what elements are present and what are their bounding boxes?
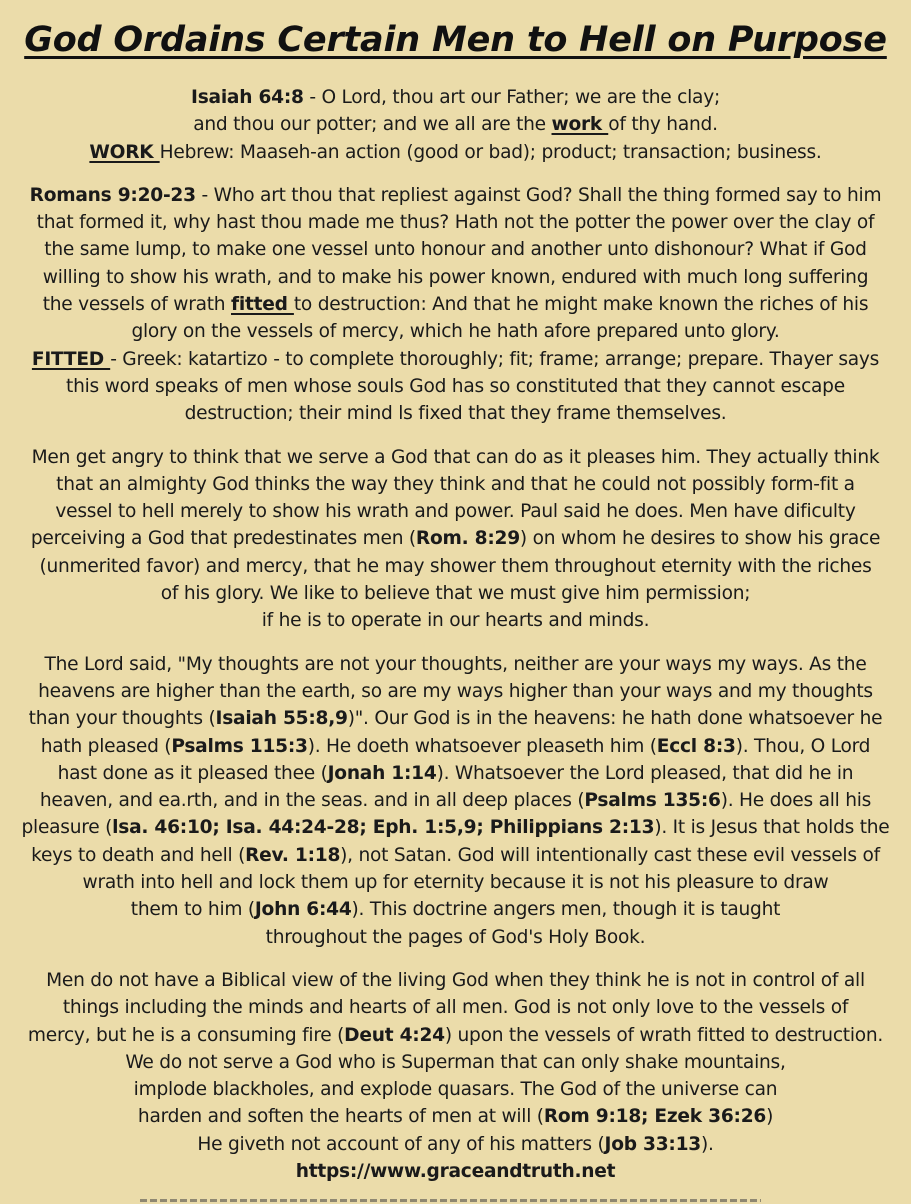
text-line: destruction; their mind ls fixed that they frame themselves. (184, 403, 727, 425)
text-line: this word speaks of men whose souls God has so constituted that they cannot escape (66, 375, 845, 397)
scripture-ref: Isaiah 64:8 (191, 87, 304, 108)
paragraph-men-angry (18, 444, 893, 635)
scripture-ref: Romans 9:20-23 (29, 184, 196, 206)
text-line: pleasure (lsa. 46:10; Isa. 44:24-28; Eph. 1:5,9; Philippians 2:13). It is Jesus that holds the (21, 817, 890, 839)
text-line: The Lord said, "My thoughts are not your thoughts, neither are your ways my ways. As the (44, 653, 867, 675)
text-line: of his glory. We like to believe that we must give him permission; (160, 583, 751, 605)
text-line: heavens are higher than the earth, so are my ways higher than your ways and my thoughts (38, 680, 873, 702)
scripture-ref: Rom. 8:29 (415, 528, 520, 550)
text-line: We do not serve a God who is Superman that can only shake mountains, (125, 1051, 786, 1073)
text-line: the same lump, to make one vessel unto honour and another unto dishonour? What if God (44, 239, 867, 261)
scripture-ref: Psalms 135:6 (584, 790, 721, 812)
text-line: them to him (John 6:44). This doctrine angers men, though it is taught (130, 899, 781, 921)
keyword-fitted: fitted (231, 294, 294, 316)
text-line: harden and soften the hearts of men at will (Rom 9:18; Ezek 36:26) (137, 1106, 774, 1128)
text-line: the vessels of wrath fitted to destruction: And that he might make known the riches of his (42, 294, 869, 316)
text-line: heaven, and ea.rth, and in the seas. and in all deep places (Psalms 135:6). He does all his (39, 790, 872, 812)
keyword-heading-work: WORK (89, 141, 160, 163)
text-line: implode blackholes, and explode quasars. The God of the universe can (133, 1079, 778, 1101)
text-line: keys to death and hell (Rev. 1:18), not Satan. God will intentionally cast these evil vessels of (31, 844, 880, 866)
paragraph-isaiah (18, 84, 893, 166)
scripture-ref: John 6:44 (254, 899, 352, 921)
text-line: wrath into hell and lock them up for eternity because it is not his pleasure to draw (82, 872, 829, 894)
text-line: things including the minds and hearts of all men. God is not only love to the vessels of (62, 997, 849, 1019)
keyword-heading-fitted: FITTED (31, 348, 111, 370)
scripture-ref: Job 33:13 (604, 1133, 701, 1155)
text-line: hath pleased (Psalms 115:3). He doeth whatsoever pleaseth him (Eccl 8:3). Thou, O Lord (40, 735, 871, 757)
scripture-ref: Psalms 115:3 (171, 735, 308, 757)
text-line: if he is to operate in our hearts and minds. (261, 610, 650, 632)
text-line: willing to show his wrath, and to make his power known, endured with much long suffering (42, 266, 869, 288)
text-line: and thou our potter; and we all are the work of thy hand. (193, 114, 718, 136)
text-line: FITTED - Greek: katartizo - to complete thoroughly; fit; frame; arrange; prepare. Thayer says (31, 348, 880, 370)
scripture-ref: Isaiah 55:8,9 (215, 708, 348, 730)
text-line: that an almighty God thinks the way they think and that he could not possibly form-fit a (56, 473, 855, 495)
text-line: than your thoughts (Isaiah 55:8,9)". Our God is in the heavens: he hath done whatsoever he (28, 708, 883, 730)
text-line: mercy, but he is a consuming fire (Deut 4:24) upon the vessels of wrath fitted to destruction. (27, 1024, 884, 1046)
paragraph-lord-said (18, 651, 893, 951)
text-line: (unmerited favor) and mercy, that he may shower them throughout eternity with the riches (39, 555, 872, 577)
text-line: Isaiah 64:8 - O Lord, thou art our Father; we are the clay; (191, 87, 720, 108)
text-line: He giveth not account of any of his matters (Job 33:13). (197, 1133, 714, 1155)
text-line: perceiving a God that predestinates men (Rom. 8:29) on whom he desires to show his grace (30, 528, 881, 550)
text-line: WORK Hebrew: Maaseh-an action (good or bad); product; transaction; business. (89, 141, 822, 163)
text-line: vessel to hell merely to show his wrath and power. Paul said he does. Men have dificulty (55, 501, 856, 523)
text-line: glory on the vessels of mercy, which he hath afore prepared unto glory. (131, 321, 780, 343)
text-line: that formed it, why hast thou made me thus? Hath not the potter the power over the clay of (36, 212, 875, 234)
text-line: throughout the pages of God's Holy Book. (265, 926, 646, 948)
text-line: Men do not have a Biblical view of the living God when they think he is not in control of all (46, 969, 865, 991)
text-line: Men get angry to think that we serve a God that can do as it pleases him. They actually think (31, 446, 880, 468)
keyword-work: work (551, 114, 609, 136)
paragraph-romans (18, 182, 893, 428)
scripture-ref: Eccl 8:3 (656, 735, 736, 757)
scripture-ref: Deut 4:24 (344, 1024, 445, 1046)
cut-off-text-line (140, 1194, 761, 1204)
scripture-ref: Rom 9:18; Ezek 36:26 (543, 1106, 767, 1128)
page-title: God Ordains Certain Men to Hell on Purpose (24, 20, 887, 60)
text-line: hast done as it pleased thee (Jonah 1:14). Whatsoever the Lord pleased, that did he in (57, 762, 854, 784)
scripture-ref: Rev. 1:18 (245, 844, 341, 866)
scripture-ref: lsa. 46:10; Isa. 44:24-28; Eph. 1:5,9; Philippians 2:13 (112, 817, 655, 839)
scripture-ref: Jonah 1:14 (327, 762, 437, 784)
cut-off-line-fragment (140, 1199, 761, 1202)
website-url: https://www.graceandtruth.net (295, 1160, 616, 1182)
text-line: Romans 9:20-23 - Who art thou that repliest against God? Shall the thing formed say to him (29, 184, 882, 206)
paragraph-biblical-view (18, 967, 893, 1185)
